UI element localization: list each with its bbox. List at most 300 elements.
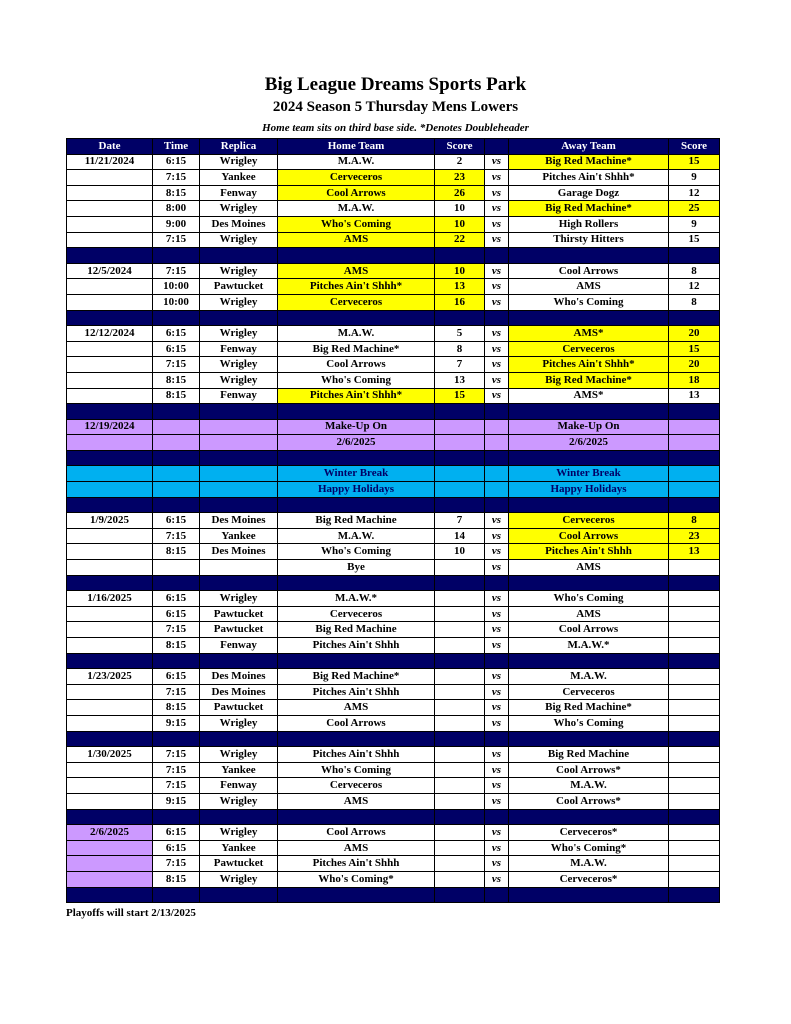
date-cell bbox=[67, 294, 153, 310]
away-team-cell: Cerveceros bbox=[509, 513, 669, 529]
separator-cell bbox=[278, 653, 435, 669]
time-cell: 6:15 bbox=[153, 825, 200, 841]
home-team-cell: M.A.W. bbox=[278, 326, 435, 342]
away-team-cell: AMS* bbox=[509, 388, 669, 404]
replica-cell: Fenway bbox=[200, 185, 278, 201]
home-team-cell: Who's Coming bbox=[278, 544, 435, 560]
game-row bbox=[67, 560, 720, 576]
time-cell bbox=[153, 435, 200, 451]
away-team-cell: Winter Break bbox=[509, 466, 669, 482]
separator-cell bbox=[435, 731, 485, 747]
home-score-cell bbox=[435, 840, 485, 856]
separator-cell bbox=[200, 404, 278, 420]
home-score-cell: 16 bbox=[435, 294, 485, 310]
separator-cell bbox=[435, 248, 485, 264]
vs-cell: vs bbox=[485, 840, 509, 856]
replica-cell: Des Moines bbox=[200, 216, 278, 232]
date-cell bbox=[67, 341, 153, 357]
home-team-cell: AMS bbox=[278, 232, 435, 248]
separator-cell bbox=[67, 575, 153, 591]
separator-cell bbox=[200, 497, 278, 513]
time-cell: 9:15 bbox=[153, 715, 200, 731]
replica-cell: Wrigley bbox=[200, 747, 278, 763]
date-cell bbox=[67, 466, 153, 482]
away-score-cell: 13 bbox=[669, 388, 720, 404]
separator-cell bbox=[509, 450, 669, 466]
replica-cell: Des Moines bbox=[200, 684, 278, 700]
separator-cell bbox=[669, 653, 720, 669]
home-score-cell bbox=[435, 825, 485, 841]
away-team-cell: Big Red Machine* bbox=[509, 700, 669, 716]
away-score-cell bbox=[669, 700, 720, 716]
date-cell: 12/19/2024 bbox=[67, 419, 153, 435]
separator-cell bbox=[669, 887, 720, 903]
home-score-cell: 26 bbox=[435, 185, 485, 201]
game-row bbox=[67, 747, 720, 763]
col-vs-header bbox=[485, 139, 509, 155]
date-cell bbox=[67, 544, 153, 560]
replica-cell: Yankee bbox=[200, 840, 278, 856]
separator-cell bbox=[200, 248, 278, 264]
home-score-cell: 13 bbox=[435, 372, 485, 388]
replica-cell: Wrigley bbox=[200, 372, 278, 388]
separator-cell bbox=[67, 310, 153, 326]
home-team-cell: AMS bbox=[278, 793, 435, 809]
separator-cell bbox=[67, 248, 153, 264]
date-cell bbox=[67, 871, 153, 887]
home-score-cell bbox=[435, 871, 485, 887]
vs-cell: vs bbox=[485, 715, 509, 731]
vs-cell: vs bbox=[485, 528, 509, 544]
vs-cell: vs bbox=[485, 326, 509, 342]
time-cell: 8:15 bbox=[153, 544, 200, 560]
game-row bbox=[67, 294, 720, 310]
away-score-cell: 15 bbox=[669, 341, 720, 357]
separator-cell bbox=[509, 310, 669, 326]
home-score-cell bbox=[435, 747, 485, 763]
replica-cell: Wrigley bbox=[200, 357, 278, 373]
date-cell bbox=[67, 528, 153, 544]
game-row bbox=[67, 263, 720, 279]
home-score-cell bbox=[435, 715, 485, 731]
time-cell: 8:15 bbox=[153, 185, 200, 201]
game-row bbox=[67, 825, 720, 841]
home-score-cell bbox=[435, 591, 485, 607]
separator-cell bbox=[485, 248, 509, 264]
date-cell bbox=[67, 435, 153, 451]
separator-cell bbox=[485, 497, 509, 513]
separator-cell bbox=[67, 653, 153, 669]
separator-cell bbox=[669, 497, 720, 513]
schedule-table bbox=[66, 138, 720, 903]
separator-cell bbox=[509, 809, 669, 825]
playoffs-note: Playoffs will start 2/13/2025 bbox=[66, 907, 196, 919]
away-team-cell: Big Red Machine bbox=[509, 747, 669, 763]
date-cell: 1/16/2025 bbox=[67, 591, 153, 607]
home-score-cell: 10 bbox=[435, 216, 485, 232]
replica-cell: Wrigley bbox=[200, 591, 278, 607]
home-team-cell: M.A.W. bbox=[278, 201, 435, 217]
away-score-cell bbox=[669, 778, 720, 794]
vs-cell: vs bbox=[485, 544, 509, 560]
separator-cell bbox=[200, 731, 278, 747]
game-row bbox=[67, 622, 720, 638]
time-cell: 7:15 bbox=[153, 778, 200, 794]
game-row bbox=[67, 232, 720, 248]
away-score-cell bbox=[669, 871, 720, 887]
time-cell: 7:15 bbox=[153, 170, 200, 186]
separator-cell bbox=[435, 575, 485, 591]
time-cell: 7:15 bbox=[153, 263, 200, 279]
date-cell bbox=[67, 606, 153, 622]
away-score-cell bbox=[669, 856, 720, 872]
game-row bbox=[67, 762, 720, 778]
away-team-cell: Thirsty Hitters bbox=[509, 232, 669, 248]
col-time-header: Time bbox=[153, 139, 200, 155]
home-team-cell: Cool Arrows bbox=[278, 357, 435, 373]
vs-cell: vs bbox=[485, 871, 509, 887]
replica-cell: Yankee bbox=[200, 762, 278, 778]
home-score-cell: 23 bbox=[435, 170, 485, 186]
away-team-cell: Big Red Machine* bbox=[509, 201, 669, 217]
date-cell bbox=[67, 279, 153, 295]
home-team-cell: Cerveceros bbox=[278, 294, 435, 310]
home-score-cell bbox=[435, 638, 485, 654]
separator-cell bbox=[67, 497, 153, 513]
separator-cell bbox=[485, 310, 509, 326]
vs-cell: vs bbox=[485, 357, 509, 373]
time-cell bbox=[153, 466, 200, 482]
away-team-cell: Make-Up On bbox=[509, 419, 669, 435]
home-score-cell bbox=[435, 560, 485, 576]
game-row bbox=[67, 606, 720, 622]
away-score-cell: 8 bbox=[669, 263, 720, 279]
away-score-cell bbox=[669, 747, 720, 763]
away-team-cell: Cerveceros* bbox=[509, 825, 669, 841]
time-cell: 7:15 bbox=[153, 684, 200, 700]
game-row bbox=[67, 638, 720, 654]
home-team-cell: Pitches Ain't Shhh bbox=[278, 747, 435, 763]
away-team-cell: 2/6/2025 bbox=[509, 435, 669, 451]
separator-cell bbox=[200, 653, 278, 669]
doubleheader-note: Home team sits on third base side. *Denotes Doubleheader bbox=[262, 122, 529, 134]
separator-cell bbox=[67, 450, 153, 466]
home-score-cell bbox=[435, 435, 485, 451]
week-separator bbox=[67, 497, 720, 513]
col-replica-header: Replica bbox=[200, 139, 278, 155]
away-team-cell: Cool Arrows bbox=[509, 528, 669, 544]
separator-cell bbox=[485, 450, 509, 466]
time-cell: 7:15 bbox=[153, 762, 200, 778]
away-team-cell: Cool Arrows* bbox=[509, 793, 669, 809]
home-score-cell bbox=[435, 669, 485, 685]
separator-cell bbox=[509, 575, 669, 591]
replica-cell: Des Moines bbox=[200, 544, 278, 560]
separator-cell bbox=[67, 887, 153, 903]
replica-cell bbox=[200, 435, 278, 451]
week-separator bbox=[67, 653, 720, 669]
away-team-cell: M.A.W. bbox=[509, 669, 669, 685]
page-subtitle: 2024 Season 5 Thursday Mens Lowers bbox=[272, 99, 519, 115]
vs-cell bbox=[485, 435, 509, 451]
week-separator bbox=[67, 404, 720, 420]
date-cell bbox=[67, 762, 153, 778]
time-cell: 6:15 bbox=[153, 591, 200, 607]
home-team-cell: Cool Arrows bbox=[278, 825, 435, 841]
separator-cell bbox=[278, 310, 435, 326]
game-row bbox=[67, 388, 720, 404]
separator-cell bbox=[278, 887, 435, 903]
vs-cell bbox=[485, 482, 509, 498]
away-score-cell: 25 bbox=[669, 201, 720, 217]
game-row bbox=[67, 871, 720, 887]
vs-cell: vs bbox=[485, 560, 509, 576]
time-cell: 8:15 bbox=[153, 638, 200, 654]
replica-cell: Fenway bbox=[200, 778, 278, 794]
separator-cell bbox=[435, 497, 485, 513]
time-cell: 6:15 bbox=[153, 326, 200, 342]
separator-cell bbox=[153, 450, 200, 466]
vs-cell: vs bbox=[485, 185, 509, 201]
vs-cell: vs bbox=[485, 762, 509, 778]
away-score-cell: 12 bbox=[669, 185, 720, 201]
home-team-cell: Pitches Ain't Shhh bbox=[278, 638, 435, 654]
game-row bbox=[67, 528, 720, 544]
home-score-cell bbox=[435, 684, 485, 700]
away-team-cell: Cerveceros* bbox=[509, 871, 669, 887]
vs-cell: vs bbox=[485, 747, 509, 763]
date-cell bbox=[67, 684, 153, 700]
away-score-cell: 8 bbox=[669, 294, 720, 310]
replica-cell: Wrigley bbox=[200, 201, 278, 217]
time-cell: 10:00 bbox=[153, 294, 200, 310]
away-team-cell: Who's Coming bbox=[509, 715, 669, 731]
replica-cell: Wrigley bbox=[200, 715, 278, 731]
game-row bbox=[67, 372, 720, 388]
date-cell bbox=[67, 778, 153, 794]
game-row bbox=[67, 170, 720, 186]
home-score-cell: 14 bbox=[435, 528, 485, 544]
separator-cell bbox=[485, 809, 509, 825]
separator-cell bbox=[435, 887, 485, 903]
separator-cell bbox=[485, 887, 509, 903]
away-score-cell bbox=[669, 715, 720, 731]
game-row bbox=[67, 778, 720, 794]
game-row bbox=[67, 201, 720, 217]
away-score-cell bbox=[669, 591, 720, 607]
separator-cell bbox=[435, 653, 485, 669]
separator-cell bbox=[200, 450, 278, 466]
separator-cell bbox=[153, 809, 200, 825]
time-cell bbox=[153, 482, 200, 498]
game-row bbox=[67, 669, 720, 685]
date-cell bbox=[67, 216, 153, 232]
header-row bbox=[67, 139, 720, 155]
date-cell bbox=[67, 793, 153, 809]
away-score-cell bbox=[669, 482, 720, 498]
home-team-cell: AMS bbox=[278, 700, 435, 716]
separator-cell bbox=[509, 497, 669, 513]
away-score-cell bbox=[669, 466, 720, 482]
home-team-cell: Pitches Ain't Shhh* bbox=[278, 388, 435, 404]
time-cell: 8:15 bbox=[153, 871, 200, 887]
time-cell: 7:15 bbox=[153, 622, 200, 638]
winter-break-row bbox=[67, 466, 720, 482]
away-score-cell: 15 bbox=[669, 232, 720, 248]
replica-cell: Wrigley bbox=[200, 294, 278, 310]
separator-cell bbox=[67, 731, 153, 747]
away-team-cell: Big Red Machine* bbox=[509, 154, 669, 170]
time-cell: 6:15 bbox=[153, 341, 200, 357]
away-score-cell bbox=[669, 669, 720, 685]
away-score-cell bbox=[669, 793, 720, 809]
vs-cell: vs bbox=[485, 388, 509, 404]
home-score-cell: 5 bbox=[435, 326, 485, 342]
vs-cell bbox=[485, 419, 509, 435]
replica-cell bbox=[200, 560, 278, 576]
game-row bbox=[67, 591, 720, 607]
separator-cell bbox=[200, 809, 278, 825]
time-cell: 7:15 bbox=[153, 232, 200, 248]
vs-cell: vs bbox=[485, 793, 509, 809]
away-team-cell: Pitches Ain't Shhh bbox=[509, 544, 669, 560]
col-away-team-header: Away Team bbox=[509, 139, 669, 155]
game-row bbox=[67, 185, 720, 201]
vs-cell: vs bbox=[485, 513, 509, 529]
game-row bbox=[67, 793, 720, 809]
separator-cell bbox=[485, 653, 509, 669]
separator-cell bbox=[509, 887, 669, 903]
time-cell: 8:00 bbox=[153, 201, 200, 217]
separator-cell bbox=[485, 575, 509, 591]
away-score-cell bbox=[669, 762, 720, 778]
time-cell: 10:00 bbox=[153, 279, 200, 295]
date-cell: 12/12/2024 bbox=[67, 326, 153, 342]
vs-cell: vs bbox=[485, 154, 509, 170]
date-cell: 1/30/2025 bbox=[67, 747, 153, 763]
separator-cell bbox=[153, 887, 200, 903]
home-team-cell: Big Red Machine* bbox=[278, 341, 435, 357]
game-row bbox=[67, 513, 720, 529]
home-score-cell: 7 bbox=[435, 357, 485, 373]
away-score-cell bbox=[669, 606, 720, 622]
vs-cell: vs bbox=[485, 232, 509, 248]
time-cell: 7:15 bbox=[153, 856, 200, 872]
home-score-cell: 8 bbox=[435, 341, 485, 357]
date-cell: 11/21/2024 bbox=[67, 154, 153, 170]
time-cell: 6:15 bbox=[153, 606, 200, 622]
home-score-cell: 10 bbox=[435, 201, 485, 217]
separator-cell bbox=[669, 310, 720, 326]
week-separator bbox=[67, 310, 720, 326]
home-team-cell: 2/6/2025 bbox=[278, 435, 435, 451]
game-row bbox=[67, 700, 720, 716]
game-row bbox=[67, 357, 720, 373]
replica-cell: Fenway bbox=[200, 638, 278, 654]
home-team-cell: M.A.W. bbox=[278, 528, 435, 544]
game-row bbox=[67, 544, 720, 560]
replica-cell: Wrigley bbox=[200, 871, 278, 887]
away-score-cell: 18 bbox=[669, 372, 720, 388]
separator-cell bbox=[509, 653, 669, 669]
game-row bbox=[67, 856, 720, 872]
replica-cell: Des Moines bbox=[200, 513, 278, 529]
date-cell bbox=[67, 482, 153, 498]
separator-cell bbox=[669, 731, 720, 747]
away-score-cell: 23 bbox=[669, 528, 720, 544]
away-team-cell: Big Red Machine* bbox=[509, 372, 669, 388]
home-team-cell: Big Red Machine* bbox=[278, 669, 435, 685]
replica-cell: Wrigley bbox=[200, 793, 278, 809]
week-separator bbox=[67, 809, 720, 825]
away-team-cell: Cerveceros bbox=[509, 684, 669, 700]
home-team-cell: Big Red Machine bbox=[278, 513, 435, 529]
separator-cell bbox=[67, 404, 153, 420]
home-score-cell bbox=[435, 622, 485, 638]
week-separator bbox=[67, 887, 720, 903]
home-team-cell: Pitches Ain't Shhh bbox=[278, 684, 435, 700]
away-score-cell bbox=[669, 622, 720, 638]
vs-cell: vs bbox=[485, 591, 509, 607]
separator-cell bbox=[153, 248, 200, 264]
date-cell bbox=[67, 560, 153, 576]
replica-cell: Pawtucket bbox=[200, 622, 278, 638]
separator-cell bbox=[435, 450, 485, 466]
vs-cell: vs bbox=[485, 684, 509, 700]
separator-cell bbox=[200, 575, 278, 591]
time-cell: 8:15 bbox=[153, 372, 200, 388]
separator-cell bbox=[153, 731, 200, 747]
away-team-cell: AMS bbox=[509, 606, 669, 622]
away-team-cell: Cool Arrows* bbox=[509, 762, 669, 778]
separator-cell bbox=[278, 809, 435, 825]
vs-cell: vs bbox=[485, 825, 509, 841]
time-cell: 8:15 bbox=[153, 388, 200, 404]
date-cell: 1/23/2025 bbox=[67, 669, 153, 685]
home-score-cell: 10 bbox=[435, 263, 485, 279]
home-score-cell bbox=[435, 793, 485, 809]
away-score-cell: 20 bbox=[669, 357, 720, 373]
date-cell bbox=[67, 201, 153, 217]
home-score-cell bbox=[435, 466, 485, 482]
separator-cell bbox=[153, 497, 200, 513]
separator-cell bbox=[485, 404, 509, 420]
replica-cell: Wrigley bbox=[200, 326, 278, 342]
home-score-cell bbox=[435, 778, 485, 794]
game-row bbox=[67, 684, 720, 700]
separator-cell bbox=[435, 404, 485, 420]
game-row bbox=[67, 279, 720, 295]
home-score-cell: 2 bbox=[435, 154, 485, 170]
replica-cell: Wrigley bbox=[200, 154, 278, 170]
time-cell: 6:15 bbox=[153, 154, 200, 170]
away-team-cell: Garage Dogz bbox=[509, 185, 669, 201]
makeup-row bbox=[67, 419, 720, 435]
away-team-cell: M.A.W. bbox=[509, 856, 669, 872]
col-home-score-header: Score bbox=[435, 139, 485, 155]
home-team-cell: Cerveceros bbox=[278, 606, 435, 622]
away-team-cell: Pitches Ain't Shhh* bbox=[509, 170, 669, 186]
home-score-cell bbox=[435, 606, 485, 622]
date-cell bbox=[67, 170, 153, 186]
date-cell: 2/6/2025 bbox=[67, 825, 153, 841]
home-score-cell bbox=[435, 482, 485, 498]
separator-cell bbox=[278, 450, 435, 466]
time-cell: 7:15 bbox=[153, 528, 200, 544]
replica-cell bbox=[200, 466, 278, 482]
date-cell bbox=[67, 840, 153, 856]
home-team-cell: AMS bbox=[278, 263, 435, 279]
